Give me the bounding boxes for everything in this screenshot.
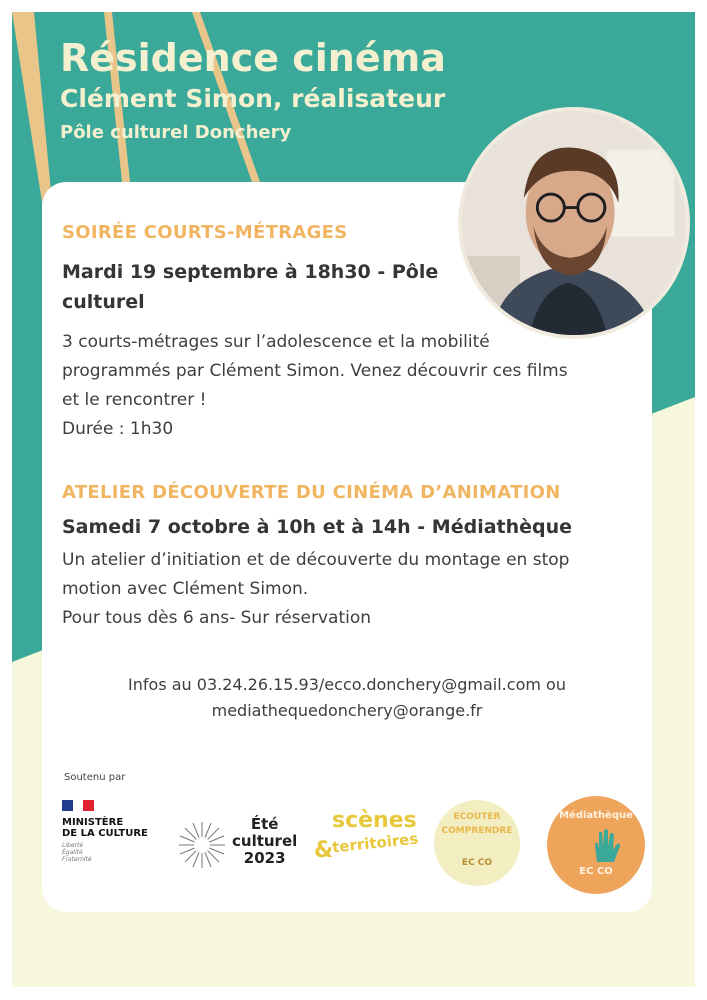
event1-date-line2: culturel [62,291,145,313]
info-line1: Infos au 03.24.26.15.93/ecco.donchery@gmail.com ou [128,675,566,694]
header [60,34,446,144]
hand-icon [587,828,623,864]
event2-desc-line3: Pour tous dès 6 ans- Sur réservation [62,608,372,628]
event2-date-line: Samedi 7 octobre à 10h et à 14h - Médiathèque [62,516,573,538]
page-title: Résidence cinéma [60,36,446,80]
mediatheque-label: Médiathèque [559,810,633,821]
event2-desc-line1: Un atelier d’initiation et de découverte du montage en stop [62,550,570,570]
event1-desc-line2: programmés par Clément Simon. Venez découvrir ces films [62,361,568,381]
portrait-photo [458,107,690,339]
event2-heading: ATELIER DÉCOUVERTE DU CINÉMA D’ANIMATION [62,482,561,503]
mediatheque-bottom-text: EC CO [579,866,613,877]
ministere-line2: DE LA CULTURE [62,828,148,839]
portrait-image [462,111,686,335]
subtitle: Clément Simon, réalisateur [60,84,446,113]
ministere-motto3: Fraternité [62,856,92,863]
support-label: Soutenu par [64,772,126,783]
event1-date-line1: Mardi 19 septembre à 18h30 - Pôle [62,261,439,283]
mediatheque-ecco-logo [547,796,645,894]
event1-desc-line3: et le rencontrer ! [62,390,207,410]
french-flag-icon [62,800,94,811]
ete-line2: culturel [232,832,298,850]
scenes-word: scènes [332,808,417,833]
event1-desc-line1: 3 courts-métrages sur l’adolescence et la mobilité [62,332,490,352]
scenes-territoires-logo [314,808,424,888]
ecco-bottom-text: EC CO [461,858,493,868]
ete-line1: Été [250,815,279,833]
ecco-logo [434,800,520,886]
ecco-top-text: ECOUTER [453,812,501,822]
event1-duration: Durée : 1h30 [62,419,174,439]
ete-culturel-logo [177,814,297,884]
ete-line3: 2023 [243,849,286,867]
sunburst-icon [177,820,227,870]
ministere-motto1: Liberté [62,842,84,849]
sponsor-logos [62,800,652,890]
ministere-line1: MINISTÈRE [62,817,124,828]
event1-heading: SOIRÉE COURTS-MÉTRAGES [62,222,348,243]
info-line2: mediathequedonchery@orange.fr [211,701,483,720]
ministere-culture-logo [62,800,167,863]
ete-culturel-text [232,816,297,867]
ecco-mid-text: COMPRENDRE [441,826,513,836]
poster [12,12,695,987]
event2-desc-line2: motion avec Clément Simon. [62,579,309,599]
territoires-word: territoires [331,829,420,857]
scenes-ampersand: & [314,838,334,863]
ministere-motto2: Égalité [62,849,83,856]
venue: Pôle culturel Donchery [60,122,292,143]
